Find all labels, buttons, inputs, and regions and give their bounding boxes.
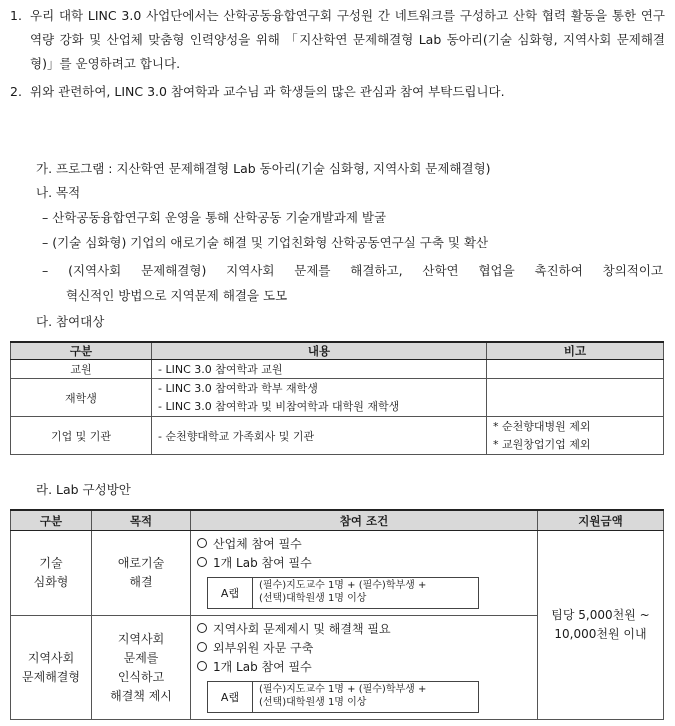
note-cell <box>487 360 664 379</box>
header-category: 구분 <box>11 342 152 360</box>
paragraph-text: 위와 관련하여, LINC 3.0 참여학과 교수님 과 학생들의 많은 관심과 참여 부탁드립니다. <box>30 84 505 99</box>
condition-item <box>197 554 531 573</box>
section-participants-heading: 다. 참여대상 <box>36 314 105 329</box>
category-cell: 교원 <box>11 360 152 379</box>
table-row <box>11 417 664 455</box>
purpose-item: – 산학공동융합연구회 운영을 통해 산학공동 기술개발과제 발굴 <box>42 210 387 225</box>
funding-line: 10,000천원 이내 <box>554 627 647 641</box>
lab-requirement-box <box>207 577 479 609</box>
content-cell <box>152 379 487 417</box>
requirement-line: (필수)지도교수 1명 + (필수)학부생 + <box>259 684 427 695</box>
table-row <box>11 531 664 616</box>
circle-bullet-icon <box>197 642 207 652</box>
lab-structure-table <box>10 509 664 720</box>
purpose-line: 문제를 <box>123 650 159 665</box>
purpose-item: – (지역사회 문제해결형) 지역사회 문제를 해결하고, 산학연 협업을 촉진하여 창의적이고 <box>42 263 663 278</box>
note-line: * 교원창업기업 제외 <box>493 437 591 451</box>
condition-item <box>197 639 531 658</box>
condition-item <box>197 620 531 639</box>
note-cell <box>487 417 664 455</box>
category-cell <box>11 531 92 616</box>
requirement-line: (선택)대학원생 1명 이상 <box>259 697 367 708</box>
circle-bullet-icon <box>197 623 207 633</box>
conditions-cell <box>191 531 538 616</box>
purpose-line: 인식하고 <box>117 669 165 684</box>
table-header-row <box>11 510 664 531</box>
content-line: - LINC 3.0 참여학과 및 비참여학과 대학원 재학생 <box>158 399 400 413</box>
table-row <box>11 379 664 417</box>
purpose-line: 애로기술 <box>117 556 165 570</box>
table-row <box>11 360 664 379</box>
header-category: 구분 <box>11 510 92 531</box>
header-content: 내용 <box>152 342 487 360</box>
header-funding: 지원금액 <box>538 510 664 531</box>
condition-text: 산업체 참여 필수 <box>213 537 302 551</box>
purpose-cell <box>92 531 191 616</box>
header-note: 비고 <box>487 342 664 360</box>
content-line: - LINC 3.0 참여학과 학부 재학생 <box>158 381 318 395</box>
condition-item <box>197 535 531 554</box>
intro-paragraph-1 <box>10 4 665 76</box>
participants-table <box>10 341 664 455</box>
category-cell: 재학생 <box>11 379 152 417</box>
funding-cell <box>538 531 664 720</box>
funding-line: 팀당 5,000천원 ~ <box>551 608 650 622</box>
circle-bullet-icon <box>197 661 207 671</box>
purpose-cell <box>92 616 191 720</box>
purpose-line: 해결책 제시 <box>110 688 172 703</box>
section-lab-heading: 라. Lab 구성방안 <box>36 482 131 497</box>
purpose-item-continued: 혁신적인 방법으로 지역문제 해결을 도모 <box>66 288 288 303</box>
condition-text: 1개 Lab 참여 필수 <box>213 556 312 570</box>
lab-requirement-box <box>207 681 479 713</box>
lab-label: A랩 <box>208 682 253 712</box>
purpose-line: 지역사회 <box>117 631 165 646</box>
category-line: 기술 <box>39 556 63 570</box>
section-program: 가. 프로그램 : 지산학연 문제해결형 Lab 동아리(기술 심화형, 지역사회 문제해결형) <box>36 161 491 176</box>
lab-requirements <box>253 682 432 712</box>
circle-bullet-icon <box>197 538 207 548</box>
purpose-item: – (기술 심화형) 기업의 애로기술 해결 및 기업친화형 산학공동연구실 구축 및 확산 <box>42 235 489 250</box>
content-cell: - 순천향대학교 가족회사 및 기관 <box>152 417 487 455</box>
condition-text: 외부위원 자문 구축 <box>213 641 314 655</box>
condition-item <box>197 658 531 677</box>
condition-text: 지역사회 문제제시 및 해결책 필요 <box>213 622 391 636</box>
requirement-line: (필수)지도교수 1명 + (필수)학부생 + <box>259 580 427 591</box>
category-cell <box>11 616 92 720</box>
table-header-row <box>11 342 664 360</box>
paragraph-number: 2. <box>10 84 22 99</box>
category-line: 심화형 <box>33 575 69 589</box>
note-cell <box>487 379 664 417</box>
condition-text: 1개 Lab 참여 필수 <box>213 660 312 674</box>
category-line: 문제해결형 <box>22 669 80 684</box>
paragraph-text: 우리 대학 LINC 3.0 사업단에서는 산학공동융합연구회 구성원 간 네트워크를 구성하고 산학 협력 활동을 통한 연구역량 강화 및 산업체 맞춤형 인력양성을 위해 「지산학연 문제해결형 Lab 동아리(기술 심화형, 지역사회 문제해결형)」를 운영하려고 합니다. <box>30 8 665 71</box>
lab-requirements <box>253 578 432 608</box>
circle-bullet-icon <box>197 557 207 567</box>
note-line: * 순천향대병원 제외 <box>493 419 591 433</box>
header-conditions: 참여 조건 <box>191 510 538 531</box>
section-purpose-heading: 나. 목적 <box>36 185 81 200</box>
lab-label: A랩 <box>208 578 253 608</box>
intro-paragraph-2 <box>10 80 665 104</box>
content-cell: - LINC 3.0 참여학과 교원 <box>152 360 487 379</box>
conditions-cell <box>191 616 538 720</box>
paragraph-number: 1. <box>10 8 22 23</box>
purpose-line: 해결 <box>129 575 153 589</box>
category-line: 지역사회 <box>27 650 75 665</box>
requirement-line: (선택)대학원생 1명 이상 <box>259 593 367 604</box>
header-purpose: 목적 <box>92 510 191 531</box>
category-cell: 기업 및 기관 <box>11 417 152 455</box>
